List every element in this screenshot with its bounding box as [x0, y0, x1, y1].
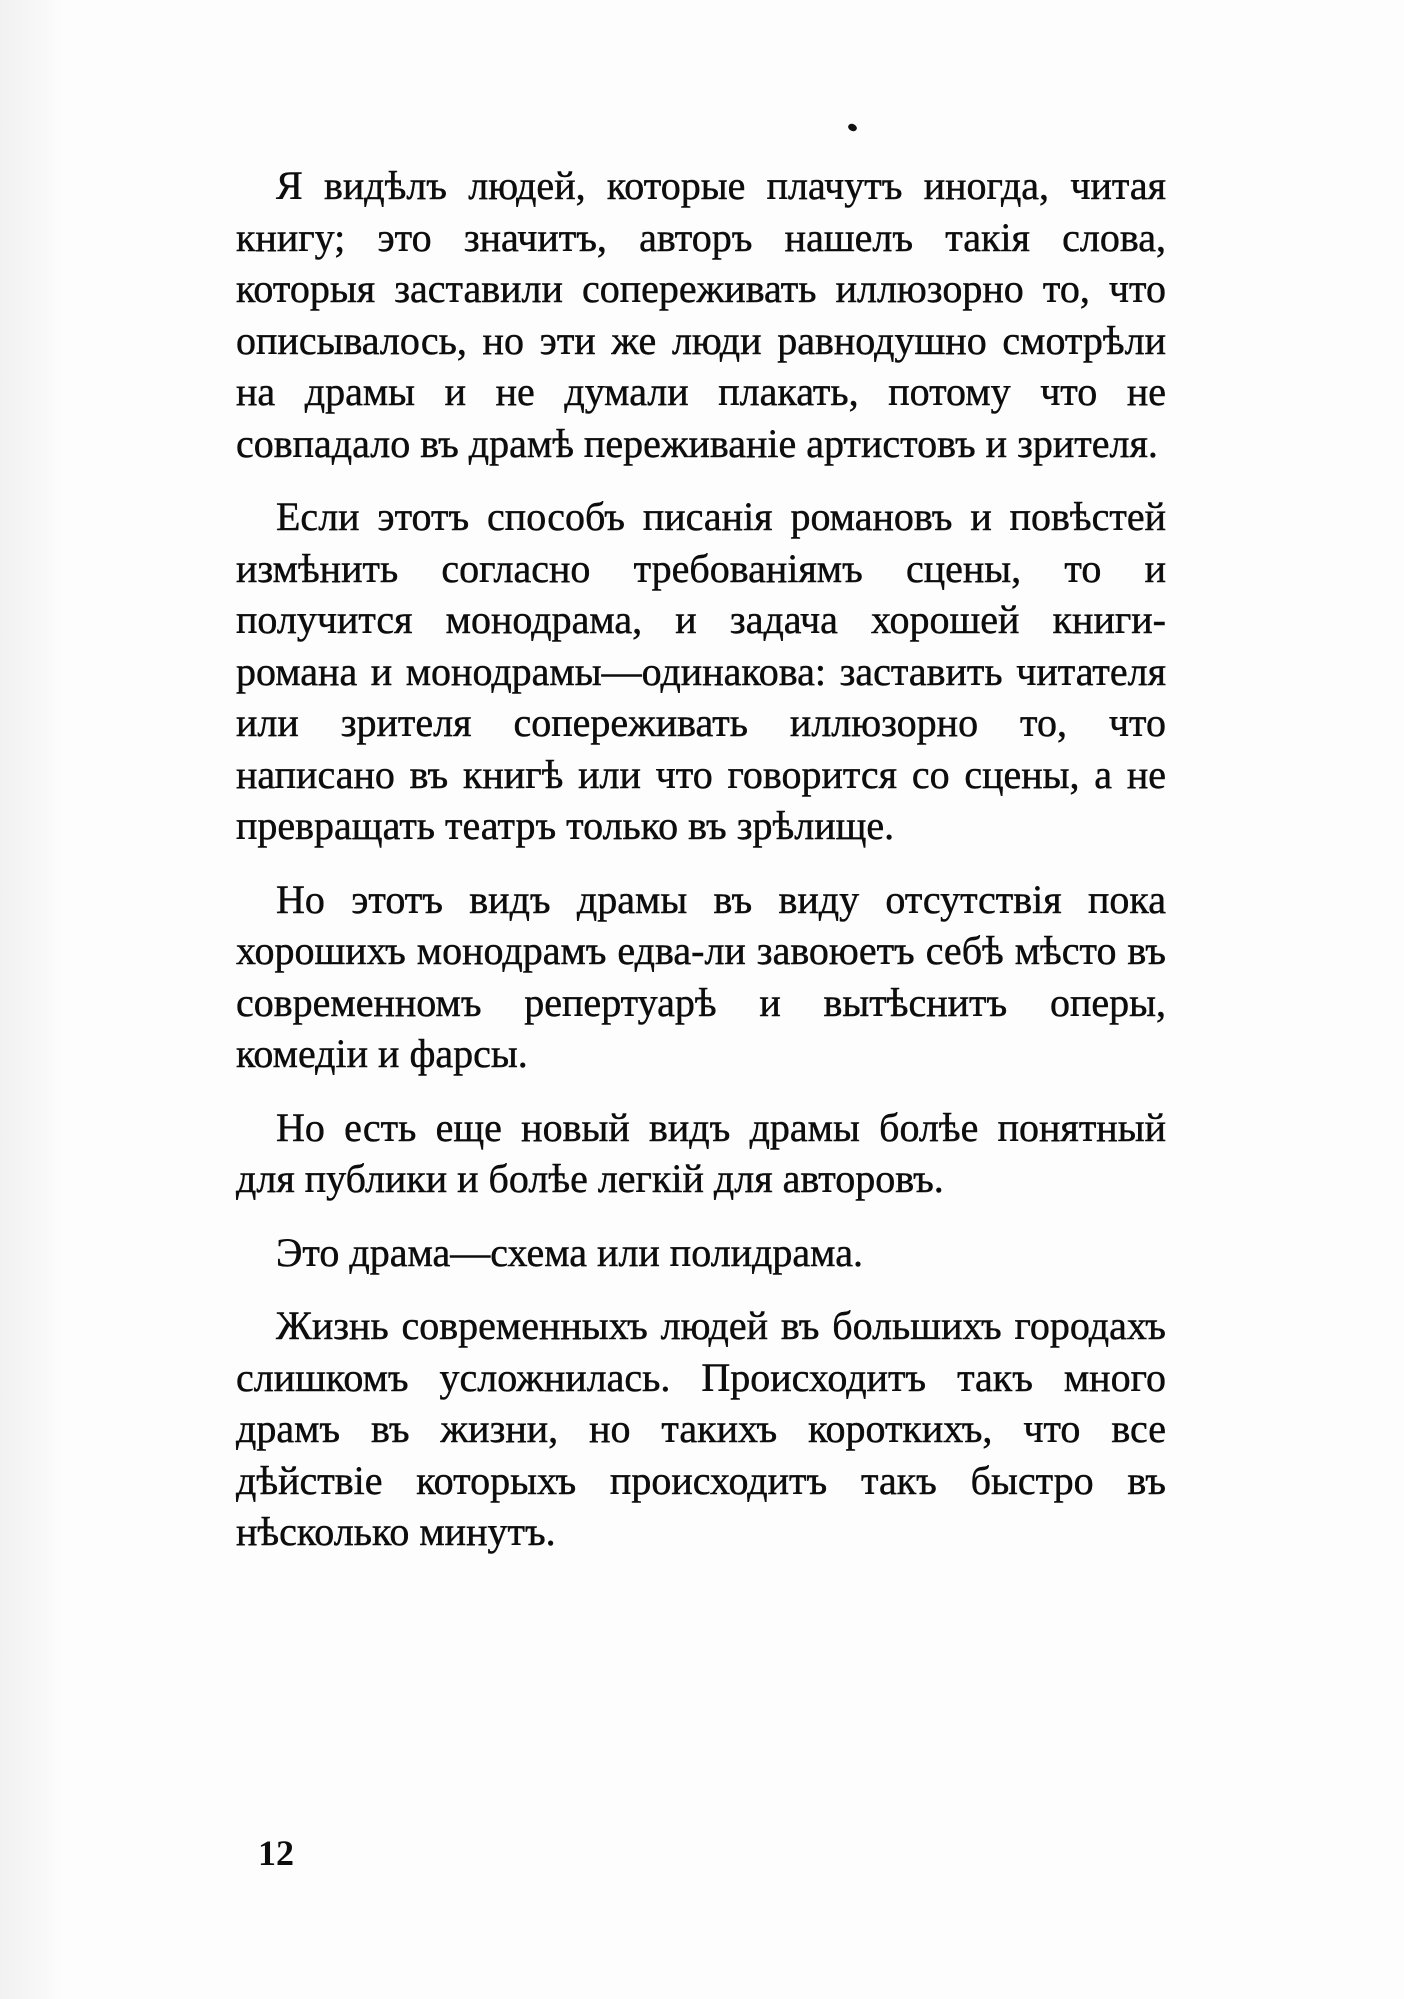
ink-speck	[847, 122, 858, 132]
paragraph-1: Я видѣлъ людей, которые плачутъ иногда, читая книгу; это значитъ, авторъ нашелъ такія слова, которыя заставили сопереживать иллюзорно то, что описывалось, но эти же люди равнодушно смотрѣли на драмы и не думали плакать, потому что не совпадало въ драмѣ переживаніе артистовъ и зрителя.	[236, 163, 1166, 466]
paragraph-4: Но есть еще новый видъ драмы болѣе понятный для публики и болѣе легкій для авторовъ.	[236, 1104, 1166, 1201]
page-number: 12	[258, 1833, 294, 1873]
paragraph-6: Жизнь современныхъ людей въ большихъ городахъ слишкомъ усложнилась. Происходитъ такъ много драмъ въ жизни, но такихъ короткихъ, что все дѣйствіе которыхъ происходитъ такъ быстро въ нѣсколько минутъ.	[236, 1303, 1166, 1554]
paragraph-2: Если этотъ способъ писанія романовъ и повѣстей измѣнить согласно требованіямъ сцены, то и получится монодрама, и задача хорошей книги-романа и монодрамы—одинакова: заставить читателя или зрителя сопереживать иллюзорно то, что написано въ книгѣ или что говорится со сцены, а не превращать театръ только въ зрѣлище.	[236, 494, 1166, 848]
page-edge-shadow	[0, 0, 62, 1999]
paragraph-5: Это драма—схема или полидрама.	[276, 1229, 863, 1275]
paragraph-3: Но этотъ видъ драмы въ виду отсутствія пока хорошихъ монодрамъ едва-ли завоюетъ себѣ мѣсто въ современномъ репертуарѣ и вытѣснитъ оперы, комедіи и фарсы.	[236, 876, 1166, 1076]
body-text	[236, 160, 1166, 1558]
